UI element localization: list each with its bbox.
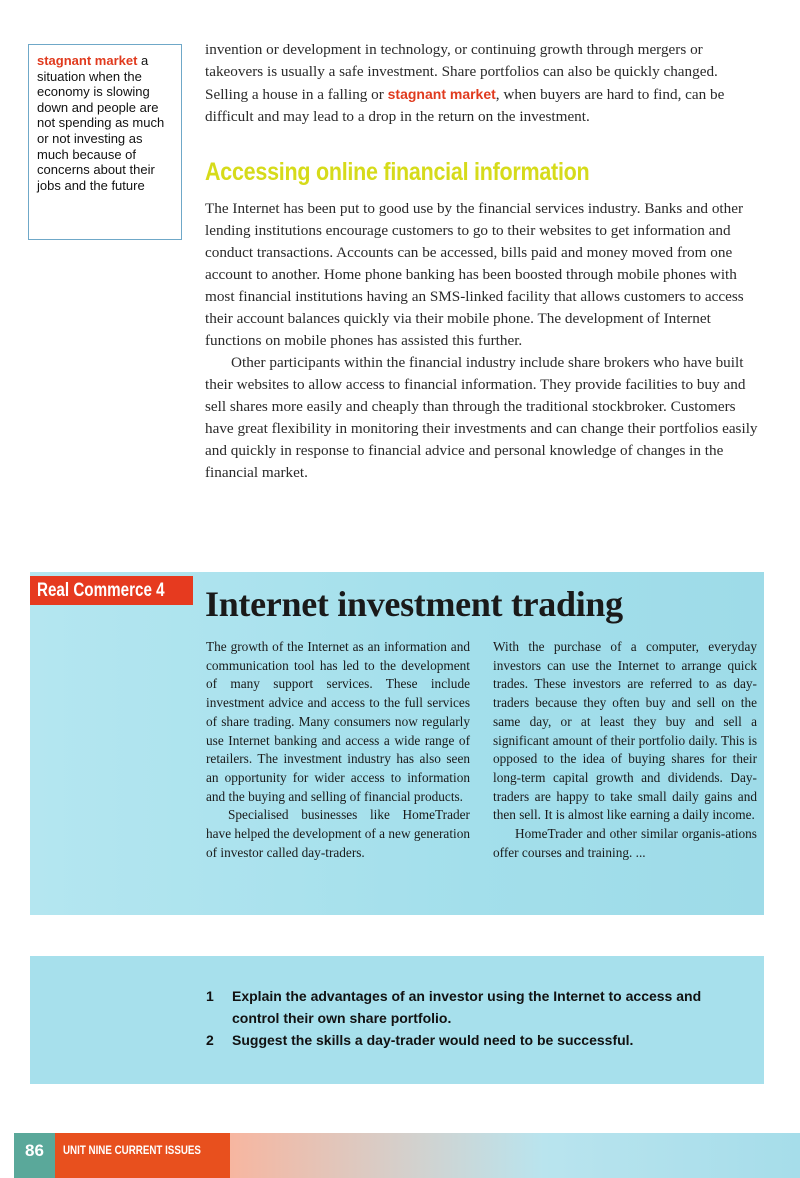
intro-paragraph bbox=[205, 39, 761, 128]
glossary-term: stagnant market bbox=[37, 53, 138, 68]
intro-text-after: , when buyers are hard to find, can be difficult and may lead to a drop in the return on the investment. bbox=[205, 86, 725, 125]
unit-label: UNIT NINE CURRENT ISSUES bbox=[63, 1145, 201, 1157]
real-commerce-title: Internet investment trading bbox=[205, 584, 623, 624]
rc-col2-paragraph-1: With the purchase of a computer, everyday investors can use the Internet to arrange quick trades. These investors are referred to as day-traders because they often buy and sell on the same day, or at least they buy and sell a significant amount of their portfolio daily. This is opposed to the idea of buying shares for their long-term capital growth and dividends. Day-traders are happy to take small daily gains and then sell. It is almost like earning a daily income. bbox=[493, 639, 757, 823]
question-item bbox=[206, 985, 726, 1029]
real-commerce-column-1 bbox=[206, 638, 470, 862]
intro-text-before: invention or development in technology, or continuing growth through mergers or takeovers is usually a safe investment. Share portfolios can also be quickly changed. Selling a house in a falling or bbox=[205, 41, 718, 103]
section-body bbox=[205, 198, 761, 484]
real-commerce-tag-label: Real Commerce 4 bbox=[37, 580, 165, 601]
question-text: Explain the advantages of an investor using the Internet to access and control their own share portfolio. bbox=[232, 988, 702, 1026]
unit-label-bar bbox=[55, 1133, 230, 1178]
question-text: Suggest the skills a day-trader would need to be successful. bbox=[232, 1032, 634, 1048]
glossary-box bbox=[28, 44, 182, 240]
question-item bbox=[206, 1029, 726, 1051]
real-commerce-column-2 bbox=[493, 638, 757, 862]
real-commerce-tag bbox=[30, 576, 193, 605]
rc-col1-paragraph-2: Specialised businesses like HomeTrader have helped the development of a new generation of investor called day-traders. bbox=[206, 807, 470, 860]
question-number: 2 bbox=[206, 1032, 214, 1048]
questions-list bbox=[206, 985, 726, 1051]
intro-highlight-term: stagnant market bbox=[387, 86, 496, 102]
question-number: 1 bbox=[206, 988, 214, 1004]
rc-col2-paragraph-2: HomeTrader and other similar organis-ations offer courses and training. ... bbox=[493, 826, 757, 860]
footer-decorative-strip bbox=[230, 1133, 800, 1178]
section-paragraph-1: The Internet has been put to good use by the financial services industry. Banks and other lending institutions encourage customers to go to their websites to get information and conduct transactions. Accounts can be accessed, bills paid and money moved from one account to another. Home phone banking has been boosted through mobile phones with most financial institutions having an SMS-linked facility that allows customers to access their account balances quickly via their mobile phone. The development of Internet functions on mobile phones has assisted this further. bbox=[205, 200, 744, 349]
section-paragraph-2: Other participants within the financial industry include share brokers who have built their websites to allow access to financial information. They provide facilities to buy and sell shares more easily and cheaply than through the traditional stockbroker. Customers have great flexibility in monitoring their investments and can change their portfolios easily and quickly in response to financial advice and personal knowledge of changes in the financial market. bbox=[205, 354, 758, 481]
section-heading: Accessing online financial information bbox=[205, 158, 590, 186]
rc-col1-paragraph-1: The growth of the Internet as an information and communication tool has led to the development of many support services. These include investment advice and access to the full services of share trading. Many consumers now regularly use Internet banking and access a wide range of retailers. The investment industry has also seen an opportunity for wider access to information and the buying and selling of financial products. bbox=[206, 639, 470, 804]
page-number: 86 bbox=[14, 1133, 55, 1178]
glossary-definition: a situation when the economy is slowing down and people are not spending as much or not investing as much because of concerns about their jobs and the future bbox=[37, 53, 165, 193]
